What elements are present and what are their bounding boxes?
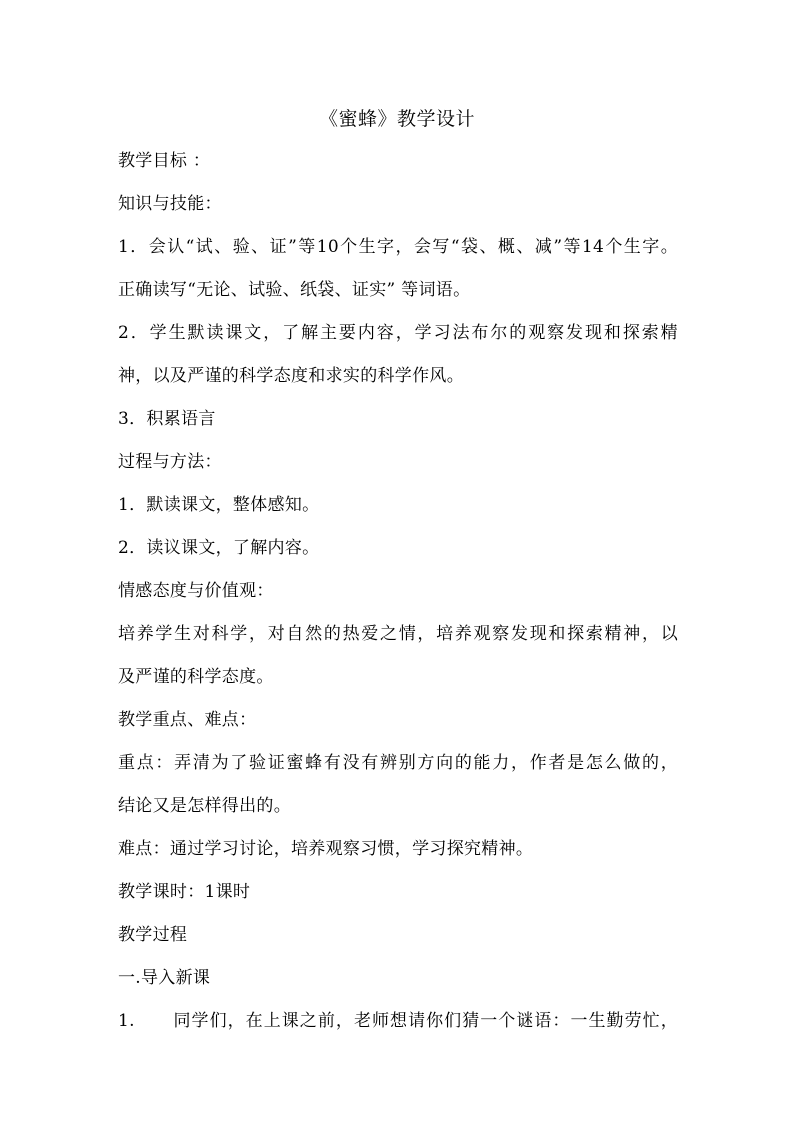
heading-class-hours: 教学课时：1课时 bbox=[118, 882, 251, 902]
heading-teaching-process: 教学过程 bbox=[118, 925, 188, 945]
paragraph-line: 神，以及严谨的科学态度和求实的科学作风。 bbox=[118, 366, 464, 386]
paragraph-line: 正确读写“无论、试验、纸袋、证实” 等词语。 bbox=[118, 280, 471, 300]
heading-process-method: 过程与方法： bbox=[118, 452, 222, 472]
paragraph-line: 难点：通过学习讨论，培养观察习惯，学习探究精神。 bbox=[118, 839, 534, 859]
heading-emotion-values: 情感态度与价值观： bbox=[118, 581, 274, 601]
paragraph-line: 结论又是怎样得出的。 bbox=[118, 796, 291, 816]
paragraph-line: 1．会认“试、验、证”等10个生字，会写“袋、概、减”等14个生字。 bbox=[118, 237, 678, 257]
paragraph-line: 1. 同学们，在上课之前，老师想请你们猜一个谜语：一生勤劳忙， bbox=[118, 1011, 678, 1031]
heading-introduction: 一.导入新课 bbox=[118, 968, 211, 988]
heading-key-points: 教学重点、难点： bbox=[118, 710, 257, 730]
paragraph-line: 1．默读课文，整体感知。 bbox=[118, 495, 320, 515]
heading-knowledge-skills: 知识与技能： bbox=[118, 194, 222, 214]
heading-teaching-goals: 教学目标 ： bbox=[118, 151, 211, 171]
paragraph-line: 2．读议课文，了解内容。 bbox=[118, 538, 320, 558]
paragraph-line: 培养学生对科学，对自然的热爱之情，培养观察发现和探索精神，以 bbox=[118, 624, 678, 644]
paragraph-line: 3．积累语言 bbox=[118, 409, 216, 429]
document-title: 《蜜蜂》教学设计 bbox=[318, 108, 475, 130]
paragraph-line: 2．学生默读课文，了解主要内容，学习法布尔的观察发现和探索精 bbox=[118, 323, 678, 343]
paragraph-line: 重点：弄清为了验证蜜蜂有没有辨别方向的能力，作者是怎么做的， bbox=[118, 753, 678, 773]
paragraph-line: 及严谨的科学态度。 bbox=[118, 667, 274, 687]
